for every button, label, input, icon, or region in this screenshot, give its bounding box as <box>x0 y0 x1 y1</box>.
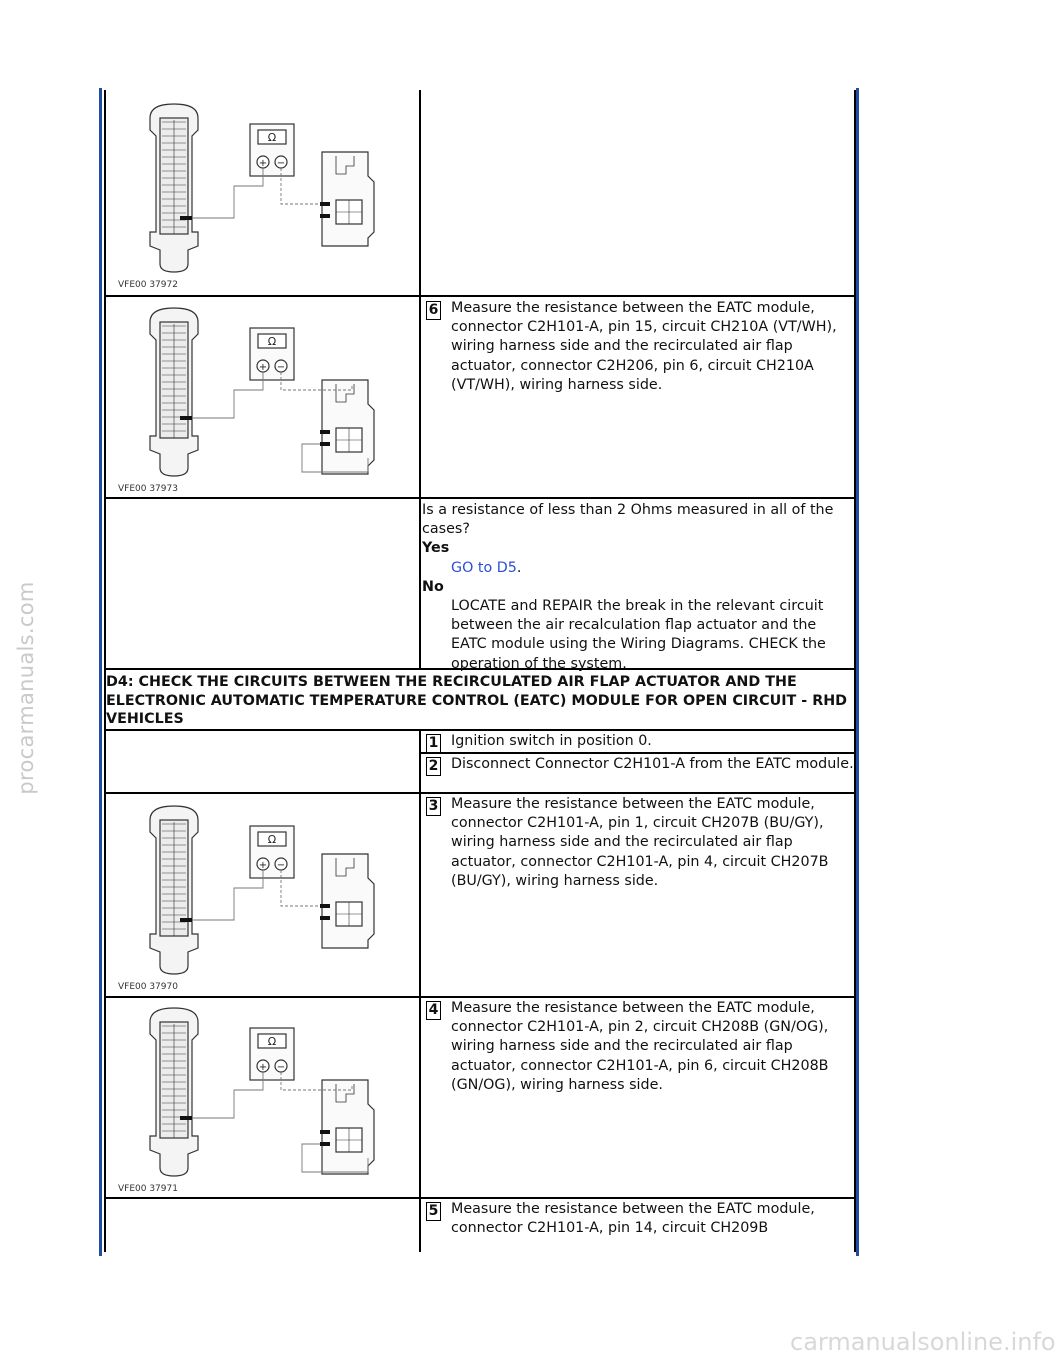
step-text: Measure the resistance between the EATC module, connector C2H101-A, pin 1, circuit CH207B (BU/GY), wiring harness side and the recirculated air flap actuator, connector C2H101-A, pin 4, circuit CH207B (BU/GY), wiring harness side. <box>451 796 829 889</box>
step-6 <box>422 299 854 395</box>
plus-label: + <box>258 362 268 373</box>
step-4 <box>422 999 854 1095</box>
row-divider <box>104 729 856 731</box>
module-connector <box>150 104 198 272</box>
figure-id: VFE00 37973 <box>118 484 178 494</box>
figure-id: VFE00 37972 <box>118 280 178 290</box>
step-number: 5 <box>426 1202 441 1221</box>
step-number: 1 <box>426 734 441 753</box>
wiring-diagram <box>114 300 412 496</box>
pin-marker <box>180 416 192 420</box>
figure-id: VFE00 37970 <box>118 982 178 992</box>
plus-label: + <box>258 1062 268 1073</box>
wiring-diagram <box>114 96 412 292</box>
wiring-figure-2 <box>114 300 412 496</box>
ohm-symbol: Ω <box>267 131 277 144</box>
pin-marker <box>320 916 330 920</box>
actuator-connector <box>322 380 374 474</box>
pin-marker <box>320 214 330 218</box>
pin-marker <box>320 904 330 908</box>
module-connector <box>150 806 198 974</box>
multimeter <box>250 1028 294 1080</box>
figure-id: VFE00 37971 <box>118 1184 178 1194</box>
actuator-connector <box>322 854 374 948</box>
multimeter <box>250 328 294 380</box>
step-number: 6 <box>426 301 441 320</box>
question-text: Is a resistance of less than 2 Ohms measured in all of the cases? <box>422 502 834 538</box>
step-text: Disconnect Connector C2H101-A from the EATC module. <box>451 756 854 772</box>
row-divider <box>104 792 856 794</box>
row-divider <box>420 752 856 754</box>
pin-marker <box>320 1130 330 1134</box>
d4-heading: D4: CHECK THE CIRCUITS BETWEEN THE RECIRCULATED AIR FLAP ACTUATOR AND THE ELECTRONIC AUTOMATIC TEMPERATURE CONTROL (EATC) MODULE FOR OPEN CIRCUIT - RHD VEHICLES <box>106 674 848 727</box>
pin-marker <box>180 918 192 922</box>
pin-marker <box>320 1142 330 1146</box>
plus-label: + <box>258 860 268 871</box>
row-divider <box>104 996 856 998</box>
wiring-diagram <box>114 798 412 994</box>
ohm-symbol: Ω <box>267 1035 277 1048</box>
minus-label: − <box>276 860 286 871</box>
no-label: No <box>422 578 444 595</box>
ohm-symbol: Ω <box>267 833 277 846</box>
wiring-diagram <box>114 1000 412 1196</box>
left-margin-bar <box>99 88 102 1256</box>
step-1 <box>422 732 854 751</box>
step-2 <box>422 755 854 774</box>
pin-marker <box>320 202 330 206</box>
step-number: 4 <box>426 1001 441 1020</box>
pin-marker <box>180 1116 192 1120</box>
multimeter <box>250 124 294 176</box>
no-action: LOCATE and REPAIR the break in the relevant circuit between the air recalculation flap actuator and the EATC module using the Wiring Diagrams. CHECK the operation of the system. <box>451 598 826 672</box>
pin-marker <box>180 216 192 220</box>
step-5 <box>422 1200 854 1238</box>
yes-action: GO to D5. <box>451 559 522 576</box>
minus-label: − <box>276 362 286 373</box>
wiring-figure-1 <box>114 96 412 292</box>
wiring-figure-4 <box>114 1000 412 1196</box>
column-divider <box>419 730 421 1252</box>
column-divider <box>419 90 421 668</box>
bottom-watermark: carmanualsonline.info <box>790 1328 1056 1356</box>
step-text: Measure the resistance between the EATC module, connector C2H101-A, pin 15, circuit CH210A (VT/WH), wiring harness side and the recirculated air flap actuator, connector C2H206, pin 6, circuit CH210A (VT/WH), wiring harness side. <box>451 300 837 393</box>
step-text: Measure the resistance between the EATC module, connector C2H101-A, pin 2, circuit CH208B (GN/OG), wiring harness side and the recirculated air flap actuator, connector C2H101-A, pin 6, circuit CH208B (GN/OG), wiring harness side. <box>451 1000 829 1093</box>
go-to-d5-link[interactable]: GO to D5 <box>451 559 517 576</box>
yes-label: Yes <box>422 540 450 557</box>
row-divider <box>104 295 856 297</box>
plus-label: + <box>258 158 268 169</box>
step-3 <box>422 795 854 891</box>
minus-label: − <box>276 158 286 169</box>
step-number: 2 <box>426 757 441 776</box>
step-text: Measure the resistance between the EATC module, connector C2H101-A, pin 14, circuit CH209B <box>451 1201 815 1237</box>
side-watermark: procarmanuals.com <box>14 581 38 795</box>
module-connector <box>150 308 198 476</box>
minus-label: − <box>276 1062 286 1073</box>
right-margin-bar <box>856 88 859 1256</box>
actuator-connector <box>322 152 374 246</box>
module-connector <box>150 1008 198 1176</box>
pin-marker <box>320 430 330 434</box>
step-text: Ignition switch in position 0. <box>451 733 652 749</box>
row-divider <box>104 497 856 499</box>
actuator-connector <box>322 1080 374 1174</box>
ohm-symbol: Ω <box>267 335 277 348</box>
wiring-figure-3 <box>114 798 412 994</box>
step-number: 3 <box>426 797 441 816</box>
multimeter <box>250 826 294 878</box>
pin-marker <box>320 442 330 446</box>
row-divider <box>104 1197 856 1199</box>
result-question <box>422 501 852 674</box>
